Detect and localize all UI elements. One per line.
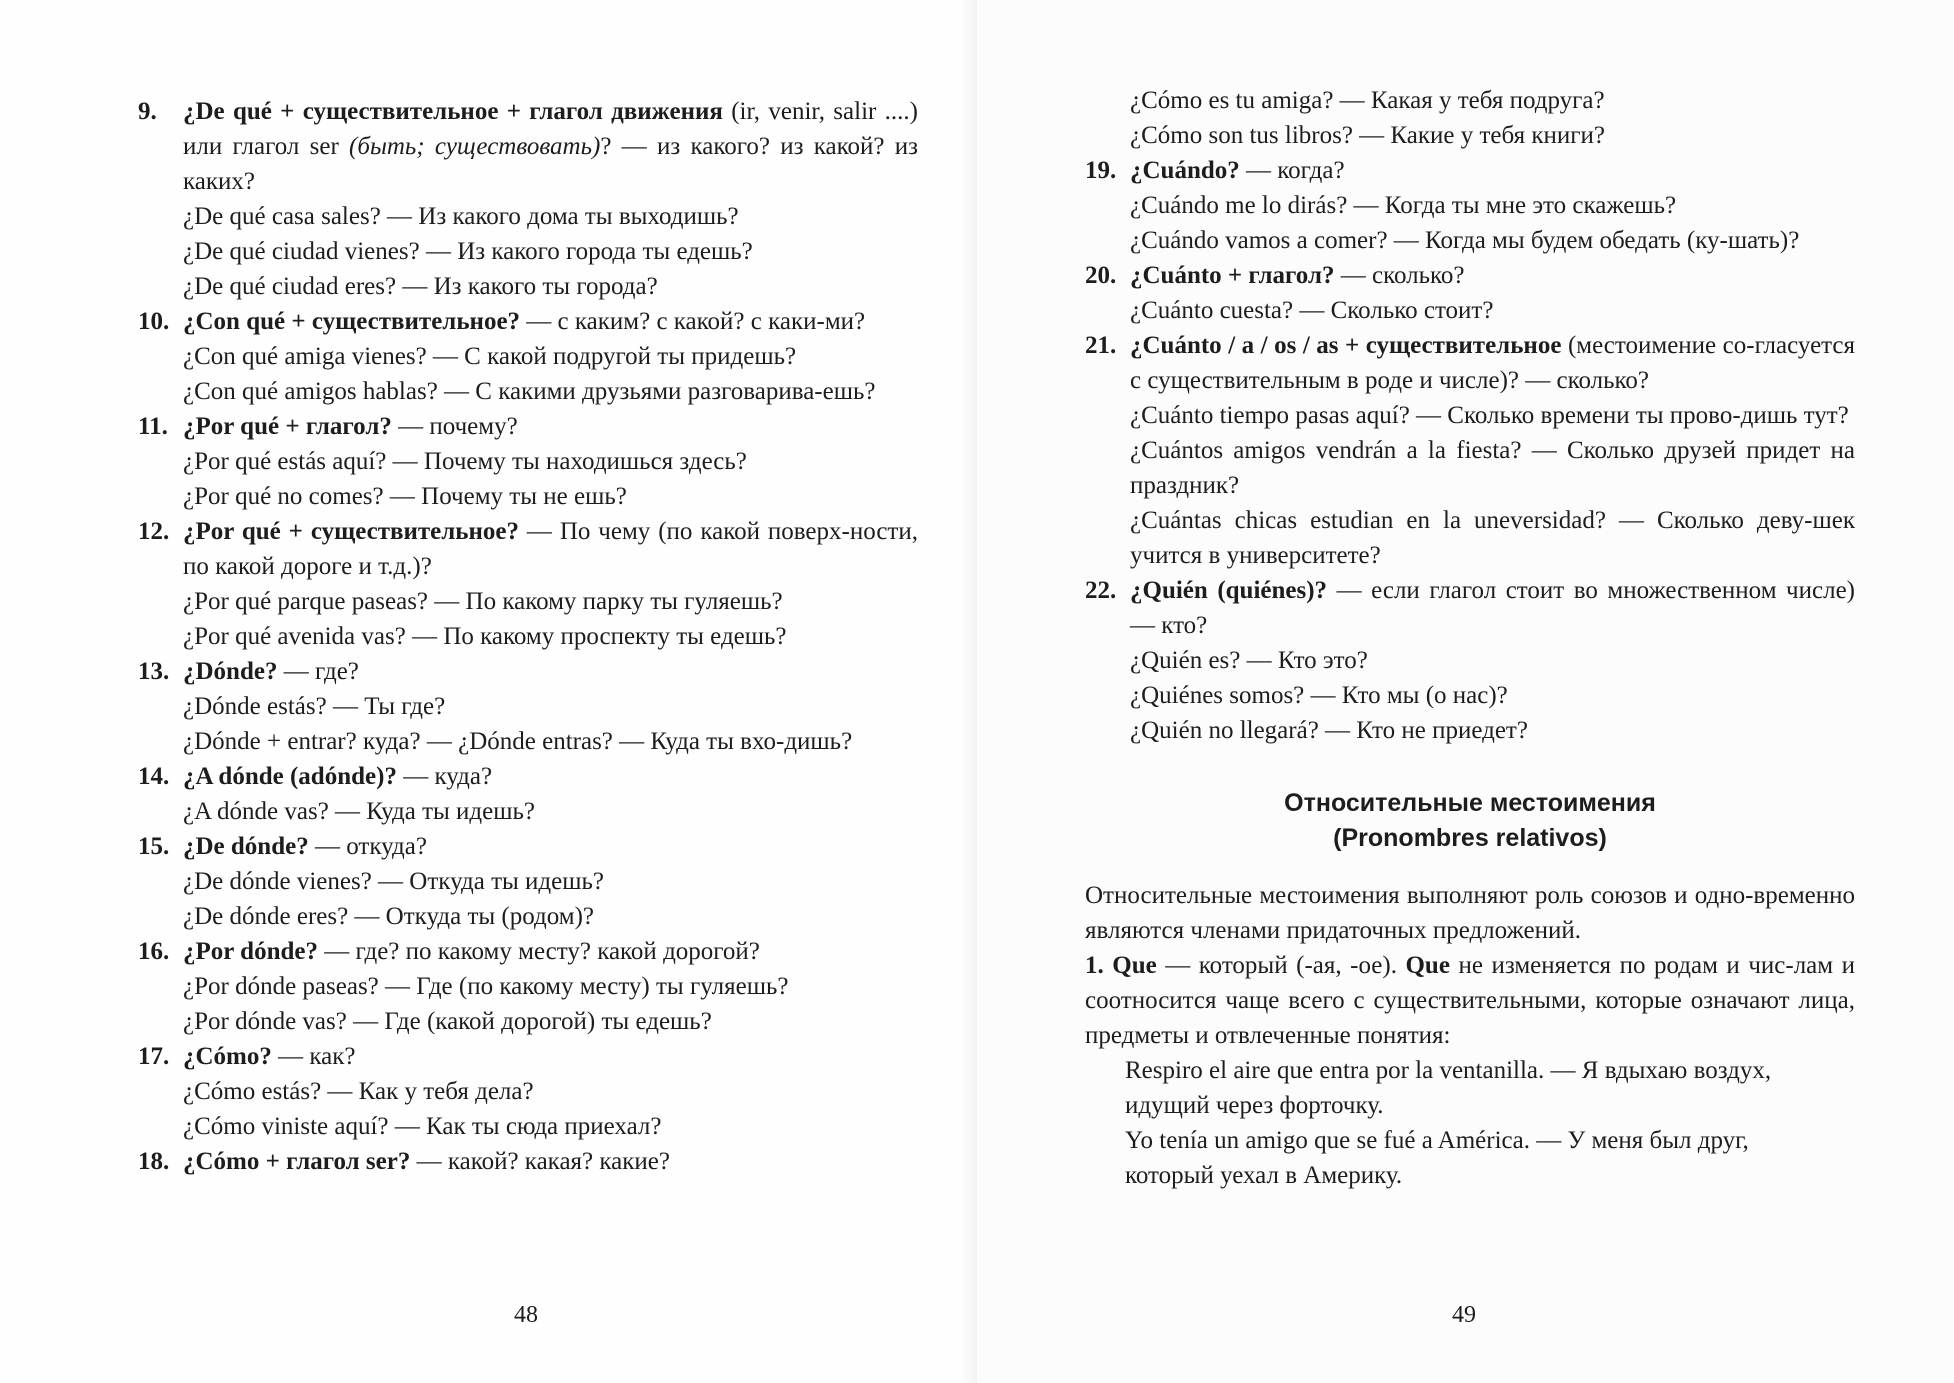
example-line: ¿Cuántas chicas estudian en la uneversidad? — Сколько деву-шек учится в университете? xyxy=(1130,507,1855,569)
question-item xyxy=(1085,573,1855,748)
item-number: 13. xyxy=(138,658,170,685)
item-text: — почему? xyxy=(391,413,518,440)
item-text: — какой? какая? какие? xyxy=(410,1148,670,1175)
item-definition xyxy=(183,759,918,794)
item-text: — с каким? с какой? с каки-ми? xyxy=(520,308,866,335)
item-term: ¿Dónde? xyxy=(183,658,278,685)
item-number: 19. xyxy=(1085,157,1117,184)
page-number-right: 49 xyxy=(1452,1302,1476,1328)
item-number: 12. xyxy=(138,518,170,545)
item-text: — как? xyxy=(271,1043,356,1070)
lead-examples xyxy=(1085,83,1855,153)
question-item xyxy=(138,409,918,514)
que-example xyxy=(1085,1053,1855,1123)
page-49 xyxy=(977,0,1954,1383)
item-term: ¿Por qué + существительное? xyxy=(183,518,519,545)
item-text: — сколько? xyxy=(1334,262,1465,289)
item-term: ¿De dónde? xyxy=(183,833,309,860)
example-line: ¿De qué ciudad eres? — Из какого ты города? xyxy=(183,273,658,300)
example-line: ¿Cuánto tiempo pasas aquí? — Сколько времени ты прово-дишь тут? xyxy=(1130,402,1849,429)
que-term: Que xyxy=(1112,952,1157,979)
que-example-continuation: который уехал в Америку. xyxy=(1125,1162,1403,1189)
que-examples xyxy=(1085,1053,1855,1193)
item-number: 16. xyxy=(138,938,170,965)
intro-paragraph: Относительные местоимения выполняют роль союзов и одно-временно являются членами придаточных предложений. xyxy=(1085,882,1855,944)
example-line: ¿Por dónde vas? — Где (какой дорогой) ты едешь? xyxy=(183,1008,712,1035)
item-definition xyxy=(183,94,918,199)
item-definition xyxy=(1130,573,1855,643)
example-line: ¿A dónde vas? — Куда ты идешь? xyxy=(183,798,535,825)
item-text: ? — из какого? из какой? из каких? xyxy=(183,133,919,195)
que-example-line: Yo tenía un amigo que se fué a América. — У меня был друг, xyxy=(1125,1127,1749,1154)
page-number-left: 48 xyxy=(514,1302,538,1328)
example-line: ¿Cómo son tus libros? — Какие у тебя книги? xyxy=(1130,122,1605,149)
heading-line-2: (Pronombres relativos) xyxy=(1333,824,1607,852)
que-example-line: Respiro el aire que entra por la ventanilla. — Я вдыхаю воздух, xyxy=(1125,1057,1772,1084)
example-line: ¿Con qué amigos hablas? — С какими друзьями разговарива-ешь? xyxy=(183,378,876,405)
question-item xyxy=(138,654,918,759)
question-item xyxy=(138,94,918,304)
item-term: ¿Quién (quiénes)? xyxy=(1130,577,1328,604)
item-definition xyxy=(1130,153,1855,188)
item-text: — когда? xyxy=(1239,157,1345,184)
item-definition xyxy=(183,304,918,339)
example-line: ¿Cómo viniste aquí? — Как ты сюда приехал? xyxy=(183,1113,662,1140)
example-line: ¿Por dónde paseas? — Где (по какому месту) ты гуляешь? xyxy=(183,973,789,1000)
question-item xyxy=(1085,328,1855,573)
item-text: — если глагол стоит во множественном числе) — кто? xyxy=(1130,577,1855,639)
item-definition xyxy=(183,1039,918,1074)
example-line: ¿Con qué amiga vienes? — С какой подругой ты придешь? xyxy=(183,343,797,370)
question-item xyxy=(138,1039,918,1144)
item-text: (местоимение со-гласуется с существительным в роде и числе)? — сколько? xyxy=(1130,332,1855,394)
example-line: ¿De qué casa sales? — Из какого дома ты выходишь? xyxy=(183,203,739,230)
item-text: — куда? xyxy=(396,763,493,790)
item-definition xyxy=(1130,328,1855,398)
example-line: ¿Por qué avenida vas? — По какому проспекту ты едешь? xyxy=(183,623,787,650)
item-term: ¿A dónde (adónde)? xyxy=(183,763,397,790)
item-definition xyxy=(183,829,918,864)
que-example-continuation: идущий через форточку. xyxy=(1125,1092,1384,1119)
item-text: — где? по какому месту? какой дорогой? xyxy=(317,938,760,965)
example-line: ¿Cómo estás? — Как у тебя дела? xyxy=(183,1078,534,1105)
item-definition xyxy=(183,1144,918,1179)
example-line: ¿Cómo es tu amiga? — Какая у тебя подруга? xyxy=(1130,87,1605,114)
item-text: — где? xyxy=(277,658,359,685)
item-definition xyxy=(183,514,918,584)
item-text: (ir, venir, salir ....) или глагол ser xyxy=(183,98,918,160)
example-line: ¿Cuándo vamos a comer? — Когда мы будем обедать (ку-шать)? xyxy=(1130,227,1800,254)
que-text-1: — который (-ая, -ое). xyxy=(1156,952,1406,979)
heading-line-1: Относительные местоимения xyxy=(1284,789,1656,817)
question-item xyxy=(1085,153,1855,258)
example-line: ¿Por qué no comes? — Почему ты не ешь? xyxy=(183,483,627,510)
item-definition xyxy=(1130,258,1855,293)
question-item xyxy=(1085,258,1855,328)
example-line: ¿Por qué parque paseas? — По какому парку ты гуляешь? xyxy=(183,588,783,615)
example-line: ¿Cuántos amigos vendrán a la fiesta? — Сколько друзей придет на праздник? xyxy=(1130,437,1855,499)
item-number: 21. xyxy=(1085,332,1117,359)
item-definition xyxy=(183,934,918,969)
item-number: 10. xyxy=(138,308,170,335)
item-number: 22. xyxy=(1085,577,1117,604)
que-item xyxy=(1085,948,1855,1053)
example-line: ¿Quiénes somos? — Кто мы (о нас)? xyxy=(1130,682,1508,709)
question-list xyxy=(1085,153,1855,748)
item-italic-note: (быть; существовать) xyxy=(349,133,601,160)
item-number: 14. xyxy=(138,763,170,790)
example-line: ¿De dónde eres? — Откуда ты (родом)? xyxy=(183,903,595,930)
item-definition xyxy=(183,654,918,689)
question-item xyxy=(138,759,918,829)
item-number: 18. xyxy=(138,1148,170,1175)
item-term: ¿Por dónde? xyxy=(183,938,318,965)
item-number: 20. xyxy=(1085,262,1117,289)
example-line: ¿Cuánto cuesta? — Сколько стоит? xyxy=(1130,297,1494,324)
example-line: ¿Quién es? — Кто это? xyxy=(1130,647,1368,674)
section-heading xyxy=(1085,786,1855,856)
que-item-number: 1. xyxy=(1085,952,1104,979)
item-term: ¿Cuánto + глагол? xyxy=(1130,262,1335,289)
example-line: ¿De dónde vienes? — Откуда ты идешь? xyxy=(183,868,604,895)
example-line: ¿Dónde estás? — Ты где? xyxy=(183,693,446,720)
question-item xyxy=(138,304,918,409)
item-term: ¿Cómo? xyxy=(183,1043,272,1070)
item-number: 17. xyxy=(138,1043,170,1070)
item-term: ¿Por qué + глагол? xyxy=(183,413,392,440)
que-example xyxy=(1085,1123,1855,1193)
question-item xyxy=(138,514,918,654)
item-term: ¿Con qué + существительное? xyxy=(183,308,521,335)
item-number: 11. xyxy=(138,413,168,440)
example-line: ¿Dónde + entrar? куда? — ¿Dónde entras? — Куда ты вхо-дишь? xyxy=(183,728,853,755)
example-line: ¿Por qué estás aquí? — Почему ты находишься здесь? xyxy=(183,448,747,475)
item-text: — По чему (по какой поверх-ности, по какой дороге и т.д.)? xyxy=(183,518,918,580)
que-text-2: не изменяется по родам и чис-лам и соотносится чаще всего с существительными, которые означают лица, предметы и отвлеченные понятия: xyxy=(1085,952,1855,1049)
question-item xyxy=(138,1144,918,1179)
example-line: ¿Cuándo me lo dirás? — Когда ты мне это скажешь? xyxy=(1130,192,1677,219)
example-line: ¿De qué ciudad vienes? — Из какого города ты едешь? xyxy=(183,238,753,265)
item-term: ¿Cuándo? xyxy=(1130,157,1240,184)
example-line: ¿Quién no llegará? — Кто не приедет? xyxy=(1130,717,1528,744)
question-item xyxy=(138,934,918,1039)
right-page-text xyxy=(1085,83,1855,1193)
item-number: 15. xyxy=(138,833,170,860)
que-term-2: Que xyxy=(1405,952,1450,979)
item-definition xyxy=(183,409,918,444)
item-number: 9. xyxy=(138,98,157,125)
left-page-text xyxy=(138,94,918,1179)
question-item xyxy=(138,829,918,934)
item-term: ¿Cuánto / a / os / as + существительное xyxy=(1130,332,1562,359)
item-text: — откуда? xyxy=(308,833,427,860)
item-term: ¿De qué + существительное + глагол движения xyxy=(183,98,723,125)
item-term: ¿Cómo + глагол ser? xyxy=(183,1148,411,1175)
